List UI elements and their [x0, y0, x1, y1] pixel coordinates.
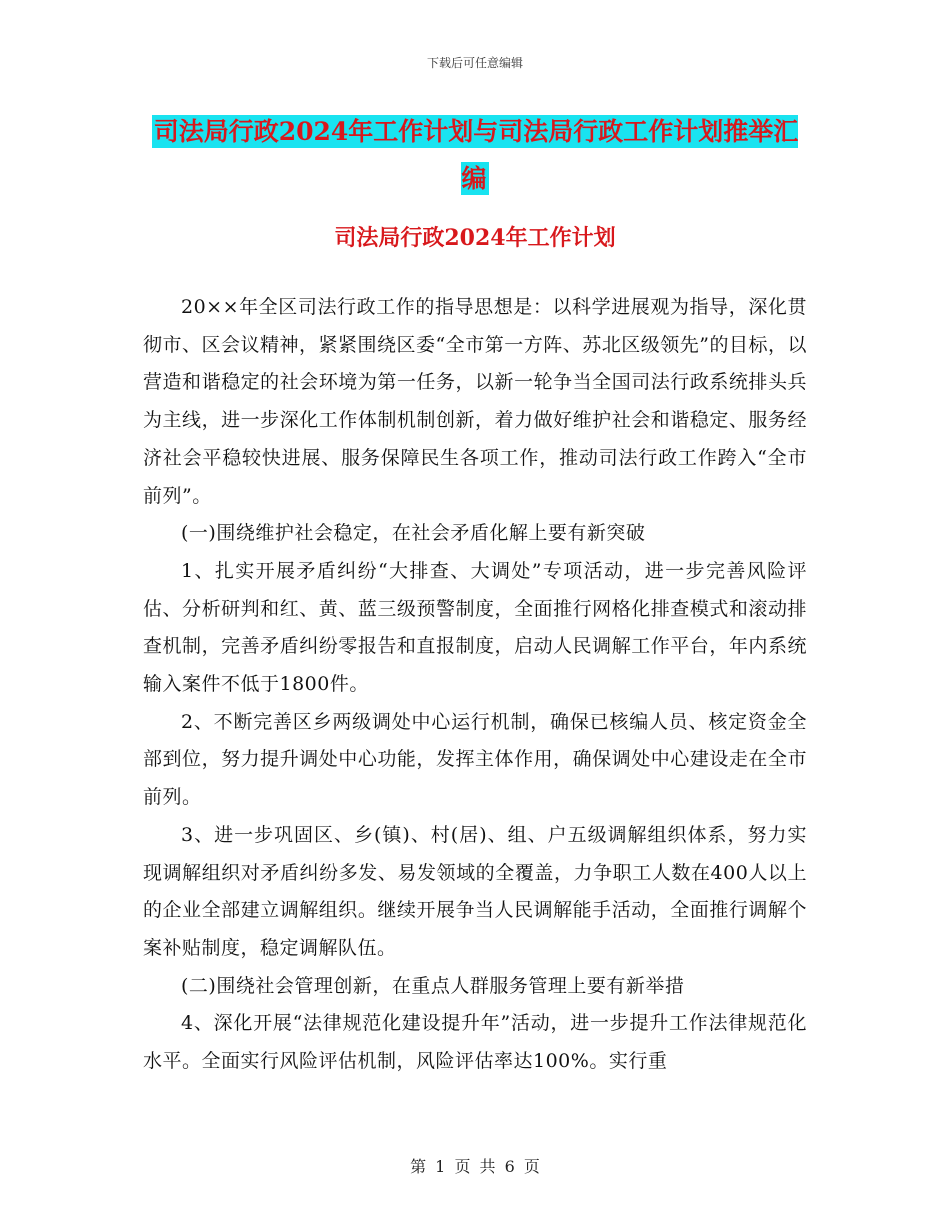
section-title: 司法局行政2024年工作计划 [334, 225, 616, 251]
paragraph-intro: 20××年全区司法行政工作的指导思想是：以科学进展观为指导，深化贯彻市、区会议精神，紧紧围绕区委“全市第一方阵、苏北区级领先”的目标，以营造和谐稳定的社会环境为第一任务，以新一轮争当全国司法行政系统排头兵为主线，进一步深化工作体制机制创新，着力做好维护社会和谐稳定、服务经济社会平稳较快进展、服务保障民生各项工作，推动司法行政工作跨入“全市前列”。 [143, 296, 807, 507]
document-title [140, 108, 810, 202]
paragraph-item-3: 3、进一步巩固区、乡(镇)、村(居)、组、户五级调解组织体系，努力实现调解组织对矛盾纠纷多发、易发领域的全覆盖，力争职工人数在400人以上的企业全部建立调解组织。继续开展争当人民调解能手活动，全面推行调解个案补贴制度，稳定调解队伍。 [143, 823, 807, 959]
section-heading-2: (二)围绕社会管理创新，在重点人群服务管理上要有新举措 [181, 974, 685, 997]
header-note: 下载后可任意编辑 [426, 56, 523, 70]
document-title-text: 司法局行政2024年工作计划与司法局行政工作计划推举汇编 [153, 117, 799, 193]
paragraph-item-1: 1、扎实开展矛盾纠纷“大排查、大调处”专项活动，进一步完善风险评估、分析研判和红、黄、蓝三级预警制度，全面推行网格化排查模式和滚动排查机制，完善矛盾纠纷零报告和直报制度，启动人民调解工作平台，年内系统输入案件不低于1800件。 [143, 559, 807, 696]
section-heading-1: (一)围绕维护社会稳定，在社会矛盾化解上要有新突破 [181, 522, 646, 545]
paragraph-item-4: 4、深化开展“法律规范化建设提升年”活动，进一步提升工作法律规范化水平。全面实行风险评估机制，风险评估率达100%。实行重 [143, 1012, 807, 1073]
page-number: 第 1 页 共 6 页 [410, 1157, 540, 1176]
paragraph-item-2: 2、不断完善区乡两级调处中心运行机制，确保已核编人员、核定资金全部到位，努力提升调处中心功能，发挥主体作用，确保调处中心建设走在全市前列。 [143, 710, 807, 809]
document-body [143, 289, 807, 1081]
